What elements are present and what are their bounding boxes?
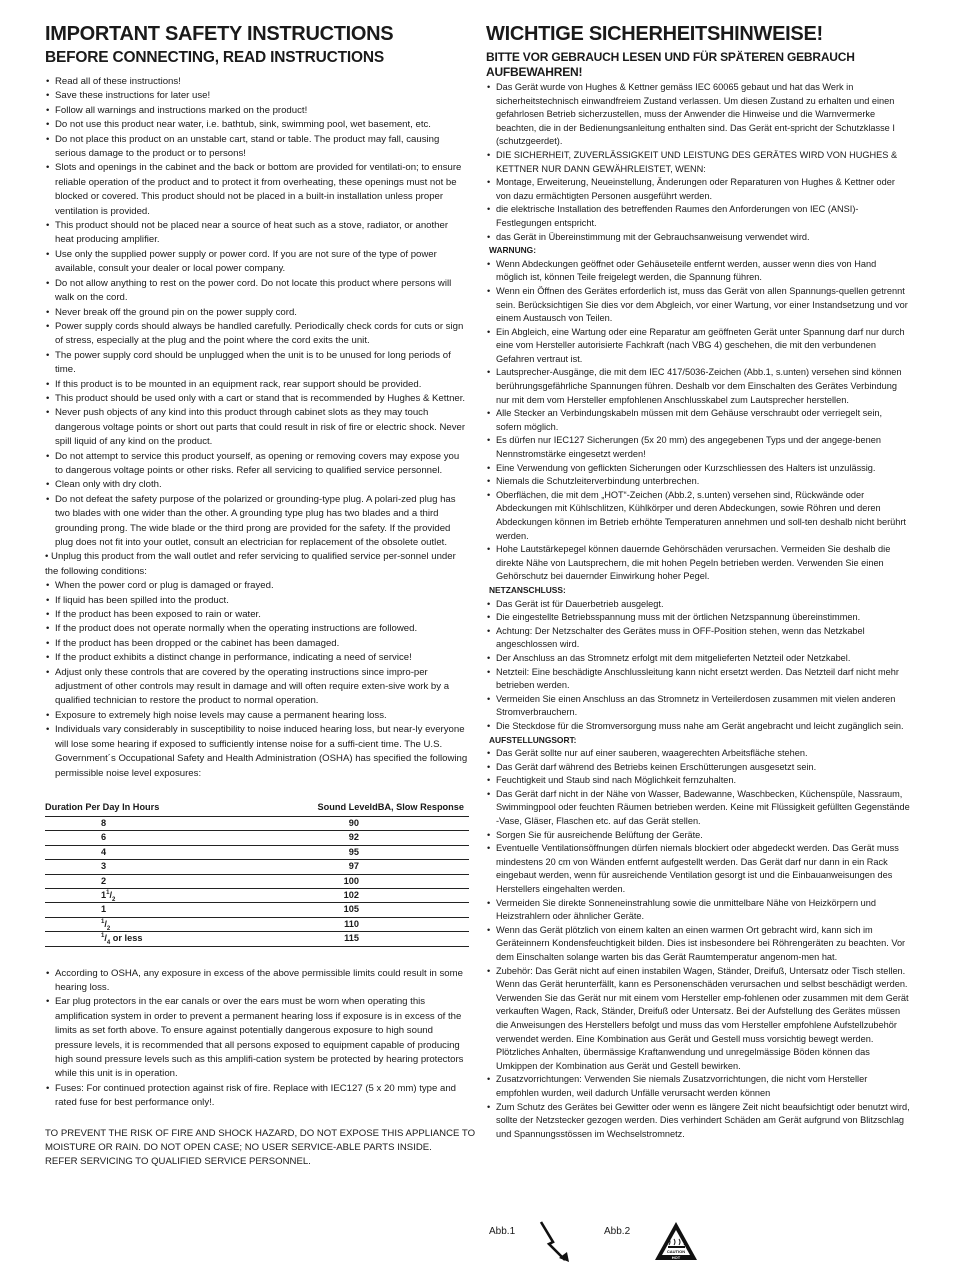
duration-cell [45,845,161,859]
list-item: • Save these instructions for later use! [45,89,469,103]
list-item: • Das Gerät wurde von Hughes & Kettner gemäss IEC 60065 gebaut und hat das Werk in sicherheitstechnisch einwandfreiem Zustand verlassen. Um diesen Zustand zu erhalten und einen gefahrlosen Betrieb sicherzustellen, muss der Anwender die Hinweise und die Warnvermerke beachten, die in der Bedienungsanleitung enthalten sind. Das Gerät ent-spricht der Schutzklasse I (schutzgeerdet). [486,81,910,149]
fraction-denominator: 2 [112,896,116,903]
table-row [45,874,469,888]
list-item: • Es dürfen nur IEC127 Sicherungen (5x 20 mm) des angegebenen Typs und der angege-benen Nennstromstärke eingesetzt werden! [486,434,910,461]
list-item: • Follow all warnings and instructions marked on the product! [45,104,469,118]
list-item: • Montage, Erweiterung, Neueinstellung, Änderungen oder Reparaturen von Hughes & Kettner oder von dazu ermächtigten Personen ausgeführt werden. [486,176,910,203]
list-item: • Das Gerät darf nicht in der Nähe von Wasser, Badewanne, Waschbecken, Küchenspüle, Nassraum, Swimmingpool oder feuchten Räumen betrieben werden. Keine mit Flüssigkeit gefüllten Gegenstände -Vase, Gläser, Flaschen etc. auf das Gerät stellen. [486,788,910,829]
list-item: • Achtung: Der Netzschalter des Gerätes muss in OFF-Position stehen, wenn das Netzkabel angeschlossen wird. [486,625,910,652]
duration-value: 2 [101,875,107,886]
list-item: • Never push objects of any kind into this product through cabinet slots as they may touch dangerous voltage points or short out parts that could result in risk of fire or electric shock. Never spill liquid of any kind on the product. [45,406,469,449]
table-row [45,932,469,946]
sound-level-cell: 100 [161,874,469,888]
duration-cell [45,816,161,830]
list-item: • If the product does not operate normally when the operating instructions are followed. [45,622,469,636]
list-item: • Ein Abgleich, eine Wartung oder eine Reparatur am geöffneten Gerät unter Spannung darf nur durch eine vom Hersteller autorisierte Fachkraft (nach VBG 4) geschehen, die mit den verbundenen Gefahren vertraut ist. [486,326,910,367]
fraction-denominator: 4 [106,939,111,946]
table-header-sound-level: Sound LeveldBA, Slow Response [161,801,469,817]
english-list-2 [45,967,469,1111]
list-item: • Fuses: For continued protection against risk of fire. Replace with IEC127 (5 x 20 mm) type and rated fuse for best performance only!. [45,1082,469,1111]
list-item: • Slots and openings in the cabinet and the back or bottom are provided for ventilati-on; to ensure reliable operation of the product and to protect it from overheating, these openings must not be blocked or covered. This product should not be placed in a built-in installation unless proper ventilation is provided. [45,161,469,219]
hot-surface-warning-icon [654,1221,698,1261]
fig1-label: Abb.1 [489,1226,516,1237]
duration-value: 1 [101,904,107,915]
list-item: • Ear plug protectors in the ear canals or over the ears must be worn when operating this amplification system in order to prevent a permanent hearing loss if exposure is in excess of the limits as set forth above. To ensure against potentially dangerous exposure to high sound pressure levels, it is recommended that all persons exposed to equipment capable of producing high sound pressure levels such as this amplifi-cation system be protected by hearing protectors while this unit is in operation. [45,995,469,1081]
table-header-row [45,801,469,817]
figures [489,1220,749,1265]
list-item: • Exposure to extremely high noise levels may cause a permanent hearing loss. [45,709,469,723]
list-item: • Do not use this product near water, i.e. bathtub, sink, swimming pool, wet basement, etc. [45,118,469,132]
fraction-denominator: 2 [106,925,111,932]
list-item: • Hohe Lautstärkepegel können dauernde Gehörschäden verursachen. Vermeiden Sie deshalb die direkte Nähe von Lautsprechern, die mit hohen Pegeln betrieben werden. Verwenden Sie einen Gehörschutz bei dauernder Einwirkung hoher Pegel. [486,543,910,584]
list-item: • Wenn das Gerät plötzlich von einem kalten an einen warmen Ort gebracht wird, kann sich im Geräteinnern Kondensfeuchtigkeit bilden. Dies ist insbesondere bei Röhrengeräten zu beachten. Vor dem Einschalten solange warten bis das Gerät Raumtemperatur angenom-men hat. [486,924,910,965]
table-row [45,917,469,931]
list-item: • The power supply cord should be unplugged when the unit is to be unused for long periods of time. [45,349,469,378]
list-item: • Individuals vary considerably in susceptibility to noise induced hearing loss, but near-ly everyone will lose some hearing if exposed to sufficiently intense noise for a suffi-cient time. The U.S. Government´s Occupational Safety and Health Administration (OSHA) has specified the following permissible noise level exposures: [45,723,469,781]
caution-text: CAUTION [666,1249,686,1254]
list-item: • If the product has been dropped or the cabinet has been damaged. [45,637,469,651]
list-item: • Do not attempt to service this product yourself, as opening or removing covers may expose you to dangerous voltage points or other risks. Refer all servicing to qualified service personnel. [45,450,469,479]
english-list-conditions [45,579,469,781]
duration-cell [45,860,161,874]
table-row [45,860,469,874]
list-item: • Alle Stecker an Verbindungskabeln müssen mit dem Gehäuse verschraubt oder verriegelt sein, sofern möglich. [486,407,910,434]
list-item: • Wenn ein Öffnen des Gerätes erforderlich ist, muss das Gerät von allen Spannungs-quellen getrennt sein. Berücksichtigen Sie dies vor dem Abgleich, vor einer Wartung, vor einer Instandsetzung und vor einem Austausch von Teilen. [486,285,910,326]
fraction-numerator: 1 [101,933,105,940]
list-item: • Netzteil: Eine beschädigte Anschlussleitung kann nicht ersetzt werden. Das Netzteil darf nicht mehr betrieben werden. [486,666,910,693]
warning-line: MOISTURE OR RAIN. DO NOT OPEN CASE; NO USER SERVICE-ABLE PARTS INSIDE. [45,1142,432,1154]
duration-cell [45,831,161,845]
german-title: WICHTIGE SICHERHEITSHINWEISE! [486,23,823,45]
list-item: • Niemals die Schutzleiterverbindung unterbrechen. [486,475,910,489]
list-item: • Zubehör: Das Gerät nicht auf einen instabilen Wagen, Ständer, Dreifuß, Untersatz oder Tisch stellen. Wenn das Gerät herunterfällt, kann es Personenschäden verursachen und selbst beschädigt werden. Verwenden Sie das Gerät nur mit einem vom Hersteller emp-fohlenen oder zusammen mit dem Gerät verkauften Wagen, Rack, Ständer, Dreifuß oder Untersatz. Bei der Aufstellung des Gerätes müssen die Anweisungen des Herstellers befolgt und muss das vom Hersteller empfohlene Aufstellzubehör verwendet werden. Eine Kombination aus Gerät und Gestell muss vorsichtig bewegt werden. Plötzliches Anhalten, übermässige Kraftanwendung und unregelmässige Böden können das Umkippen der Kombination aus Gerät und Gestell bewirken. [486,965,910,1074]
list-item: • If this product is to be mounted in an equipment rack, rear support should be provided. [45,378,469,392]
list-item: • According to OSHA, any exposure in excess of the above permissible limits could result in some hearing loss. [45,967,469,996]
duration-value: 3 [101,861,107,872]
list-item: • Der Anschluss an das Stromnetz erfolgt mit dem mitgelieferten Netzteil oder Netzkabel. [486,652,910,666]
duration-cell [45,903,161,917]
list-item: • Vermeiden Sie direkte Sonneneinstrahlung sowie die unmittelbare Nähe von Heizkörpern und Heizstrahlern oder ähnlicher Geräte. [486,897,910,924]
list-item: • Adjust only these controls that are covered by the operating instructions since impro-per adjustment of other controls may result in damage and will often require exten-sive work by a qualified technician to restore the product to normal operation. [45,666,469,709]
table-row [45,831,469,845]
list-item: • Sorgen Sie für ausreichende Belüftung der Geräte. [486,829,910,843]
list-item: • Power supply cords should always be handled carefully. Periodically check cords for cuts or sign of stress, especially at the plug and the point where the cord exits the unit. [45,320,469,349]
list-item: • If the product has been exposed to rain or water. [45,608,469,622]
duration-value: 8 [101,817,107,828]
warning-line: TO PREVENT THE RISK OF FIRE AND SHOCK HAZARD, DO NOT EXPOSE THIS APPLIANCE TO [45,1127,476,1139]
duration-cell: $^1/_2$ [45,917,161,931]
noise-exposure-table [45,801,469,947]
list-item: • DIE SICHERHEIT, ZUVERLÄSSIGKEIT UND LEISTUNG DES GERÄTES WIRD VON HUGHES & KETTNER NUR DANN GEWÄHRLEISTET, WENN: [486,149,910,176]
unplug-item: • Unplug this product from the wall outlet and refer servicing to qualified service per-sonnel under the following conditions: [45,551,456,577]
list-item: • Oberflächen, die mit dem „HOT“-Zeichen (Abb.2, s.unten) versehen sind, Rückwände oder Abdeckungen mit Kühlschlitzen, Kühlkörper und deren Abdeckungen, sowie Röhren und deren Abdeckungen können im Betrieb erhöhte Temperaturen annehmen und soll-ten deshalb nicht berührt werden. [486,489,910,543]
sound-level-cell: 90 [161,816,469,830]
german-column [486,22,910,1141]
duration-cell: $1^1/_2$ [45,888,161,902]
sound-level-cell: 105 [161,903,469,917]
table-row [45,903,469,917]
table-row [45,816,469,830]
list-item: • Das Gerät sollte nur auf einer sauberen, waagerechten Arbeitsfläche stehen. [486,747,910,761]
duration-cell: $^1/_4$ or less [45,932,161,946]
duration-value: 4 [101,846,107,857]
german-subtitle: BITTE VOR GEBRAUCH LESEN UND FÜR SPÄTEREN GEBRAUCH AUFBEWAHREN! [486,50,855,79]
hot-text: HOT [671,1255,681,1260]
sound-level-cell: 102 [161,888,469,902]
list-item: • This product should not be placed near a source of heat such as a stove, radiator, or another heat producing amplifier. [45,219,469,248]
sound-level-cell: 95 [161,845,469,859]
list-item: • Eine Verwendung von geflickten Sicherungen oder Kurzschliessen des Halters ist unzulässig. [486,462,910,476]
sound-level-cell: 97 [161,860,469,874]
list-item: • Das Gerät ist für Dauerbetrieb ausgelegt. [486,598,910,612]
lightning-bolt-icon [537,1220,573,1264]
list-item: • Das Gerät darf während des Betriebs keinen Erschütterungen ausgesetzt sein. [486,761,910,775]
list-item: • Do not place this product on an unstable cart, stand or table. The product may fall, causing serious damage to the product or to persons! [45,133,469,162]
list-item: • If the product exhibits a distinct change in performance, indicating a need of service! [45,651,469,665]
english-list-1b [45,550,469,579]
fraction-numerator: 1 [106,889,110,896]
sound-level-cell: 92 [161,831,469,845]
duration-value: 6 [101,832,107,843]
english-subtitle: BEFORE CONNECTING, READ INSTRUCTIONS [45,49,384,66]
list-item: • When the power cord or plug is damaged or frayed. [45,579,469,593]
list-item: • Never break off the ground pin on the power supply cord. [45,306,469,320]
duration-cell [45,874,161,888]
list-item: • Eventuelle Ventilationsöffnungen dürfen niemals blockiert oder abgedeckt werden. Das Gerät muss mindestens 20 cm von Wänden entfernt aufgestellt werden. Das Gerät darf nur dann in ein Rack eingebaut werden, wenn für ausreichende Ventilation gesorgt ist und die Einbauanweisungen des Herstellers eingehalten werden. [486,842,910,896]
list-item: • Clean only with dry cloth. [45,478,469,492]
table-header-duration: Duration Per Day In Hours [45,801,161,817]
sound-level-cell: 115 [161,932,469,946]
fig2-label: Abb.2 [604,1226,631,1237]
fraction-numerator: 1 [101,918,105,925]
list-item: • Lautsprecher-Ausgänge, die mit dem IEC 417/5036-Zeichen (Abb.1, s.unten) versehen sind können berührungsgefährliche Spannungen führen. Deshalb vor dem Einschalten des Gerätes Verbindung nur mit dem vom Hersteller empfohlenen Anschlusskabel zum Lautsprecher herstellen. [486,366,910,407]
list-item: • Do not defeat the safety purpose of the polarized or grounding-type plug. A polari-zed plug has two blades with one wider than the other. A grounding type plug has two blades and a third grounding prong. The wide blade or the third prong are provided for the safety. If the provided plug does not fit into your outlet, consult an electrician for replacement of the obsolete outlet. [45,493,469,551]
german-list [486,81,910,1141]
english-title: IMPORTANT SAFETY INSTRUCTIONS [45,23,394,45]
list-item: • das Gerät in Übereinstimmung mit der Gebrauchsanweisung verwendet wird. [486,231,910,245]
list-item: • Use only the supplied power supply or power cord. If you are not sure of the type of power available, consult your dealer or local power company. [45,248,469,277]
list-item: • Vermeiden Sie einen Anschluss an das Stromnetz in Verteilerdosen zusammen mit vielen anderen Stromverbrauchern. [486,693,910,720]
list-item: • Wenn Abdeckungen geöffnet oder Gehäuseteile entfernt werden, ausser wenn dies von Hand möglich ist, können Teile freigelegt werden, die Spannung führen. [486,258,910,285]
list-item: • Zusatzvorrichtungen: Verwenden Sie niemals Zusatzvorrichtungen, die nicht vom Hersteller empfohlen wurden, weil dadurch Unfälle verursacht werden können [486,1073,910,1100]
list-item: • die elektrische Installation des betreffenden Raumes den Anforderungen von IEC (ANSI)-Festlegungen entspricht. [486,203,910,230]
duration-suffix: or less [110,933,143,944]
section-heading: AUFSTELLUNGSORT: [489,734,577,745]
section-heading: NETZANSCHLUSS: [489,584,566,595]
duration-int: 1 [101,889,107,900]
fire-shock-warning [45,1127,476,1170]
sound-level-cell: 110 [161,917,469,931]
list-item: • Do not allow anything to rest on the power cord. Do not locate this product where persons will walk on the cord. [45,277,469,306]
english-list-1 [45,75,469,550]
warning-line: REFER SERVICING TO QUALIFIED SERVICE PERSONNEL. [45,1156,311,1168]
list-item: • This product should be used only with a cart or stand that is recommended by Hughes & Kettner. [45,392,469,406]
english-column [45,22,476,1170]
list-item: • Die Steckdose für die Stromversorgung muss nahe am Gerät angebracht und leicht zugänglich sein. [486,720,910,734]
table-row [45,888,469,902]
section-heading: WARNUNG: [489,245,536,256]
list-item: • Feuchtigkeit und Staub sind nach Möglichkeit fernzuhalten. [486,774,910,788]
table-row [45,845,469,859]
list-item: • If liquid has been spilled into the product. [45,594,469,608]
list-item: • Die eingestellte Betriebsspannung muss mit der örtlichen Netzspannung übereinstimmen. [486,611,910,625]
list-item: • Zum Schutz des Gerätes bei Gewitter oder wenn es längere Zeit nicht beaufsichtigt oder benutzt wird, sollte der Netzstecker gezogen werden. Dies verhindert Schäden am Gerät aufgrund von Blitzschlag und Spannungsstössen im Wechselstromnetz. [486,1101,910,1142]
list-item: • Read all of these instructions! [45,75,469,89]
